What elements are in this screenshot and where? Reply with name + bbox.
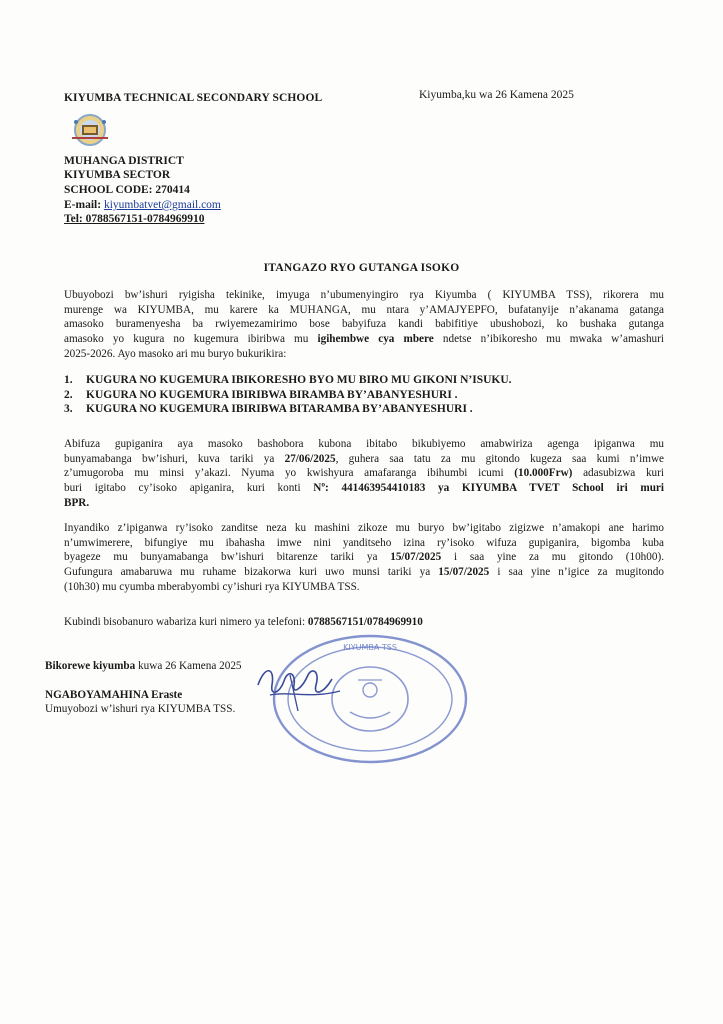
contact-phone: 0788567151/0784969910: [307, 616, 423, 628]
svg-text:KIYUMBA TSS: KIYUMBA TSS: [343, 643, 397, 652]
paragraph-line: byageze mu bunyamabanga bw’ishuri bitarenze tariki ya 15/07/2025 i saa yine za mu gitondo (10h00).: [64, 551, 664, 564]
paragraph-line: n’umwimerere, bifungiye mu ibahasha imwe nini yanditseho izina ry’isoko wifuza gupiganira, bigomba kuba: [64, 536, 664, 549]
contact-line: [64, 616, 423, 628]
signed-at-line: Bikorewe kiyumba kuwa 26 Kamena 2025: [45, 660, 242, 672]
tender-list: [64, 373, 512, 417]
email-line: [64, 198, 221, 213]
list-item: 1. KUGURA NO KUGEMURA IBIKORESHO BYO MU BIRO MU GIKONI N’ISUKU.: [64, 374, 512, 386]
email-label: E-mail:: [64, 199, 104, 211]
paragraph-line: z’umugoroba mu minsi y’akazi. Nyuma yo kwishyura amafaranga ibihumbi icumi (10.000Frw) adasubizwa kuri: [64, 467, 664, 480]
paragraph-line: amasoko yo kugura no kugemura ibiribwa mu igihembwe cya mbere ndetse n’ibikoresho mu mwaka w’amashuri: [64, 333, 664, 346]
paragraph-line: buri igitabo cy’isoko apiganira, kuri konti Nº: 441463954410183 ya KIYUMBA TVET School iri muri: [64, 482, 664, 495]
list-item: 2. KUGURA NO KUGEMURA IBIRIBWA BIRAMBA BY’ABANYESHURI .: [64, 388, 458, 401]
notice-title: ITANGAZO RYO GUTANGA ISOKO: [263, 262, 460, 274]
paragraph-line: amasoko buramenyesha ba rwiyemezamirimo bose babyifuza kandi babifitiye ubushobozi, ko bushaka gutanga: [64, 318, 664, 331]
paragraph-line: Abifuza gupiganira aya masoko bashobora kubona ibitabo bikubiyemo amabwiriza agenga ipiganwa mu: [64, 438, 664, 450]
date-line: Kiyumba,ku wa 26 Kamena 2025: [419, 89, 574, 101]
list-item: 3. KUGURA NO KUGEMURA IBIRIBWA BITARAMBA BY’ABANYESHURI .: [64, 403, 473, 415]
phone-line: Tel: 0788567151-0784969910: [64, 213, 205, 225]
signatory-role: Umuyobozi w’ishuri rya KIYUMBA TSS.: [45, 703, 236, 715]
paragraph-line: Inyandiko z’ipiganwa ry’isoko zanditse neza ku mashini zikoze mu buryo bw’igitabo zigizwe n’amakopi ane harimo: [64, 522, 664, 534]
paragraph-line: murenge wa KIYUMBA, mu karere ka MUHANGA, mu ntara y’AMAJYEPFO, bufatanyije n’akanama gatanga: [64, 303, 664, 316]
paragraph-line: bunyamabanga bw’ishuri, kuva tariki ya 27/06/2025, guhera saa tatu za mu gitondo kugeza saa kumi n’imwe: [64, 452, 664, 465]
bidding-paragraph: [64, 437, 664, 511]
school-logo: [64, 112, 116, 148]
school-name: KIYUMBA TECHNICAL SECONDARY SCHOOL: [64, 92, 323, 104]
school-code: SCHOOL CODE: 270414: [64, 184, 190, 196]
paragraph-line: Gufungura amabaruwa mu ruhame bizakorwa kuri uwo munsi tariki ya 15/07/2025 i saa yine n’igice za mugitondo: [64, 566, 664, 579]
paragraph-line: BPR.: [64, 496, 90, 509]
submission-paragraph: [64, 521, 664, 595]
sector: KIYUMBA SECTOR: [64, 169, 171, 181]
paragraph-line: (10h30) mu cyumba mberabyombi cy’ishuri rya KIYUMBA TSS.: [64, 580, 360, 593]
paragraph-line: Ubuyobozi bw’ishuri ryigisha tekinike, imyuga n’ubumenyingiro rya Kiyumba ( KIYUMBA TSS), rikorera mu: [64, 289, 664, 301]
email-link[interactable]: kiyumbatvet@gmail.com: [103, 199, 221, 211]
paragraph-line: 2025-2026. Ayo masoko ari mu buryo bukurikira:: [64, 347, 287, 360]
intro-paragraph: [64, 288, 664, 362]
district: MUHANGA DISTRICT: [64, 155, 184, 167]
contact-label: Kubindi bisobanuro wabariza kuri nimero ya telefoni:: [64, 616, 308, 628]
handwritten-signature: [250, 655, 345, 715]
signatory-name: NGABOYAMAHINA Eraste: [45, 689, 183, 701]
